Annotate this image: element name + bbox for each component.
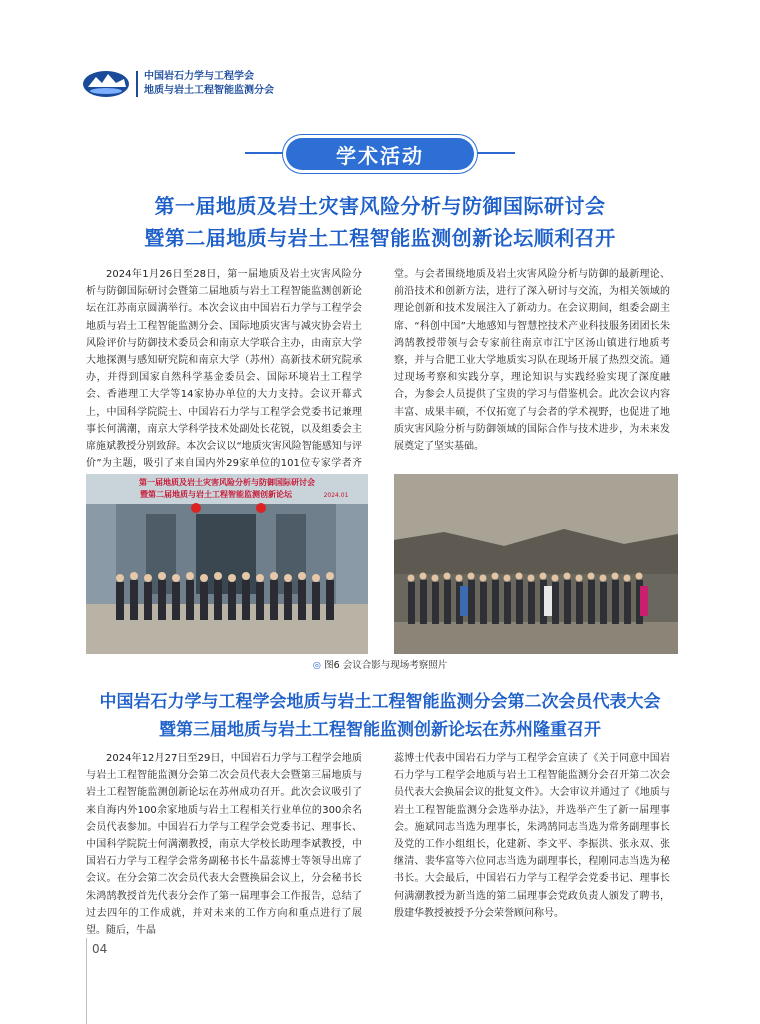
field-trip-photo — [394, 474, 678, 654]
page-number: 04 — [92, 942, 108, 956]
header-title — [144, 70, 274, 98]
article-1-title-line-1: 第一届地质及岩土灾害风险分析与防御国际研讨会 — [154, 194, 606, 218]
article-2-title — [60, 688, 700, 744]
header-divider — [136, 71, 138, 97]
header-line-2: 地质与岩土工程智能监测分会 — [144, 85, 274, 96]
header-line-1: 中国岩石力学与工程学会 — [144, 71, 254, 82]
banner-text-line-2: 暨第二届地质与岩土工程智能监测创新论坛 — [140, 490, 292, 499]
section-label: 学术活动 — [286, 138, 474, 170]
figure-caption — [0, 657, 760, 671]
banner-text-line-1: 第一届地质及岩土灾害风险分析与防御国际研讨会 — [139, 478, 315, 487]
field-trip-image — [394, 474, 678, 654]
article-1-title-line-2: 暨第二届地质与岩土工程智能监测创新论坛顺利召开 — [144, 226, 616, 250]
caption-marker: ◎ — [312, 660, 322, 671]
article-2-column-1: 2024年12月27日至29日，中国岩石力学与工程学会地质与岩土工程智能监测分会第二次会员代表大会暨第三届地质与岩土工程智能监测创新论坛在苏州成功召开。此次会议吸引了来自海内外100余家地质与岩土工程相关行业单位的300余名会员代表参加。中国岩石力学与工程学会党委书记、理事长、中国科学院院士何满潮教授，南京大学校长助理李斌教授，中国岩石力学与工程学会常务副秘书长牛晶蕊博士等领导出席了会议。在分会第二次会员代表大会暨换届会议上，分会秘书长朱鸿鹄教授首先代表分会作了第一届理事会工作报告，总结了过去四年的工作成就，并对未来的工作方向和重点进行了展望。随后，牛晶 — [86, 753, 362, 937]
group-photo-image — [86, 474, 368, 654]
society-logo-icon — [82, 69, 130, 99]
footer-rule — [86, 938, 87, 1024]
article-1-column-1: 2024年1月26日至28日，第一届地质及岩土灾害风险分析与防御国际研讨会暨第二届地质与岩土工程智能监测创新论坛在江苏南京圆满举行。本次会议由中国岩石力学与工程学会地质与岩土工程智能监测分会、国际地质灾害与减灾协会岩土风险评价与防御技术委员会和南京大学联合主办，由南京大学大地探测与感知研究院和南京大学（苏州）高新技术研究院承办，并得到国家自然科学基金委员会、国际环境岩土工程学会、香港理工大学等14家协办单位的大力支持。会议开幕式上，中国科学院院士、中国岩石力学与工程学会党委书记兼理事长何满潮，南京大学科学技术处副处长花锐，以及组委会主席施斌教授分别致辞。本次会议以“地质灾害风险智能感知与评价”为主题，吸引了来自国内外29家单位的101位专家学者齐 — [86, 269, 362, 470]
article-2-title-line-1: 中国岩石力学与工程学会地质与岩土工程智能监测分会第二次会员代表大会 — [99, 692, 661, 712]
page-header — [82, 68, 274, 100]
banner-date: 2024.01 — [323, 492, 349, 499]
caption-text: 图6 会议合影与现场考察照片 — [324, 660, 448, 671]
article-2-column-2: 蕊博士代表中国岩石力学与工程学会宣读了《关于同意中国岩石力学与工程学会地质与岩土工程智能监测分会召开第二次会员代表大会换届会议的批复文件》。大会审议并通过了《地质与岩土工程智能监测分会选举办法》，并选举产生了新一届理事会。施斌同志当选为理事长，朱鸿鹄同志当选为常务副理事长及党的工作小组组长，化建新、李文平、李振洪、张永双、张继清、裴华富等六位同志当选为副理事长，程刚同志当选为秘书长。大会最后，中国岩石力学与工程学会党委书记、理事长何满潮教授为新当选的第二届理事会党政负责人颁发了聘书，殷建华教授被授予分会荣誉顾问称号。 — [394, 753, 670, 919]
article-2-title-line-2: 暨第三届地质与岩土工程智能监测创新论坛在苏州隆重召开 — [159, 720, 601, 740]
conference-group-photo — [86, 474, 368, 654]
article-1-column-2: 堂。与会者围绕地质及岩土灾害风险分析与防御的最新理论、前沿技术和创新方法，进行了深入研讨与交流，为相关领域的理论创新和技术发展注入了新动力。在会议期间，组委会副主席、“科创中国”大地感知与智慧控技术产业科技服务团团长朱鸿鹄教授带领与会专家前往南京市江宁区汤山镇进行地质考察，并与合肥工业大学地质实习队在现场开展了热烈交流。通过现场考察和实践分享，理论知识与实践经验实现了深度融合，为参会人员提供了宝贵的学习与借鉴机会。此次会议内容丰富、成果丰硕，不仅拓宽了与会者的学术视野，也促进了地质灾害风险分析与防御领域的国际合作与技术进步，为未来发展奠定了坚实基础。 — [394, 269, 670, 453]
article-1-title — [60, 190, 700, 254]
